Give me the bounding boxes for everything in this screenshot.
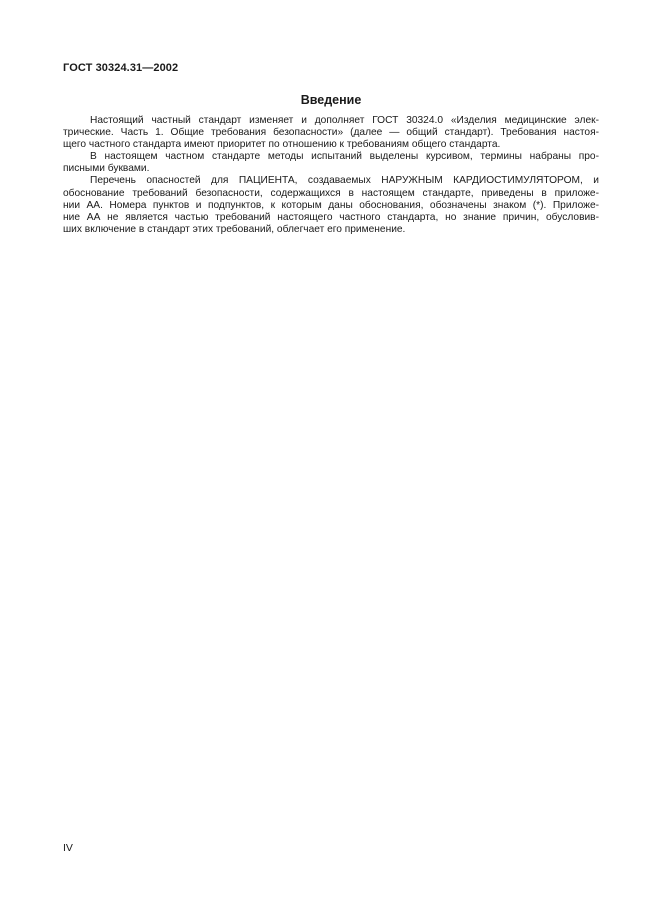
paragraph-3-line-4: ние АА не является частью требований настоящего частного стандарта, но знание причин, обусловив- <box>63 211 599 223</box>
paragraph-3-line-3: нии АА. Номера пунктов и подпунктов, к которым даны обоснования, обозначены знаком (*). Приложе- <box>63 199 599 211</box>
paragraph-3-line-1: Перечень опасностей для ПАЦИЕНТА, создаваемых НАРУЖНЫМ КАРДИОСТИМУЛЯТОРОМ, и <box>90 175 599 187</box>
document-code: ГОСТ 30324.31—2002 <box>63 62 179 74</box>
paragraph-3-line-5: ших включение в стандарт этих требований, облегчает его применение. <box>63 223 406 235</box>
paragraph-2-line-2: писными буквами. <box>63 163 150 175</box>
paragraph-3-line-2: обоснование требований безопасности, содержащихся в настоящем стандарте, приведены в приложе- <box>63 187 599 199</box>
paragraph-1-line-1: Настоящий частный стандарт изменяет и дополняет ГОСТ 30324.0 «Изделия медицинские элек- <box>90 115 599 126</box>
paragraph-1-line-2: трические. Часть 1. Общие требования безопасности» (далее — общий стандарт). Требования настоя- <box>63 127 599 139</box>
section-title: Введение <box>300 93 362 107</box>
introduction-body <box>63 115 599 236</box>
page-number: IV <box>63 842 73 854</box>
paragraph-2-line-1: В настоящем частном стандарте методы испытаний выделены курсивом, термины набраны про- <box>90 151 599 163</box>
paragraph-1-line-3: щего частного стандарта имеют приоритет по отношению к требованиям общего стандарта. <box>63 139 501 151</box>
